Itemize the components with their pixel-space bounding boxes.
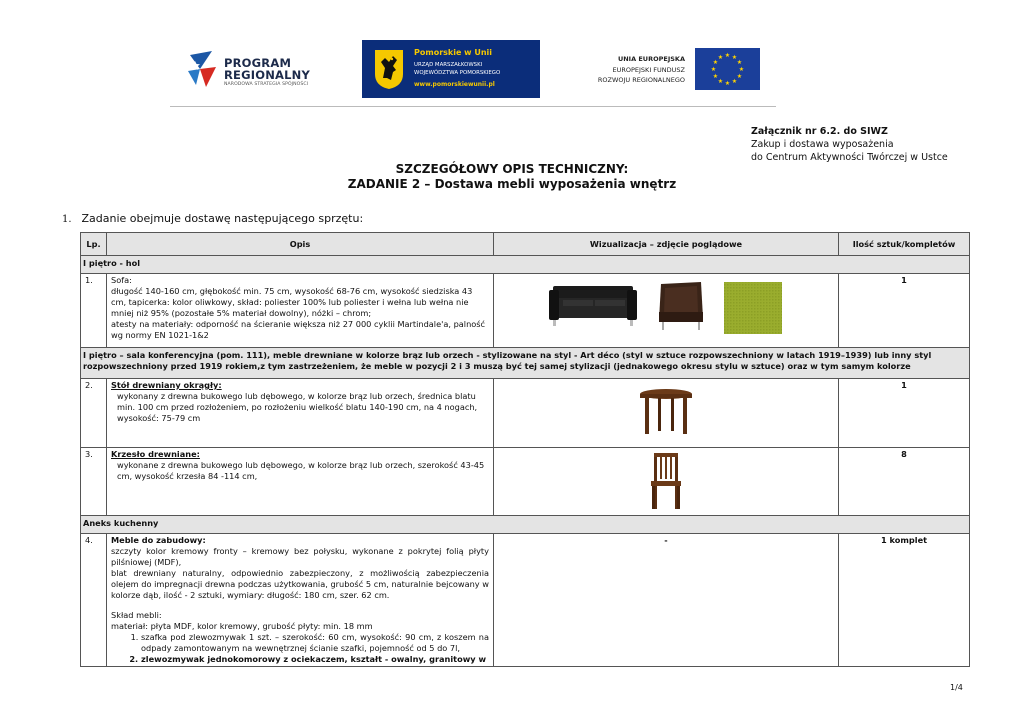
eu-line3: ROZWOJU REGIONALNEGO bbox=[597, 76, 685, 84]
eu-flag-icon bbox=[695, 48, 760, 90]
section-label-hall: I piętro - hol bbox=[81, 256, 970, 274]
intro-number: 1. bbox=[62, 214, 72, 225]
list-item: 1. szafka pod zlewozmywak 1 szt. – szerokość: 60 cm, wysokość: 90 cm, z koszem na odpady zamontowanym na wewnętrznej ścianie szafki, pojemność od 5 do 7l, bbox=[141, 632, 489, 654]
pomorskie-line2: WOJEWÓDZTWA POMORSKIEGO bbox=[414, 70, 501, 76]
section-label-kitchen: Aneks kuchenny bbox=[81, 516, 970, 534]
section-row-hall bbox=[81, 256, 970, 274]
row-quantity: 8 bbox=[839, 448, 970, 516]
eu-line1: UNIA EUROPEJSKA bbox=[617, 55, 685, 63]
row-visual bbox=[494, 274, 839, 348]
eu-fund-logo bbox=[572, 48, 760, 90]
griffin-shield-icon bbox=[373, 48, 405, 90]
wooden-chair-photo bbox=[646, 451, 686, 511]
annex-number: Załącznik nr 6.2. do SIWZ bbox=[751, 126, 888, 137]
section-label-conference: I piętro – sala konferencyjna (pom. 111), meble drewniane w kolorze brąz lub orzech - stylizowane na styl - Art déco (styl w sztuce rozpowszechniony w latach 1919–1939) lub inny styl rozpowszechniony przed 1919 rokiem,z tym zastrzeżeniem, że meble w pozycji 2 i 3 muszą być tej samej stylizacji (jednakowego okresu stylu w sztuce) oraz w tym samym kolorze bbox=[81, 348, 970, 379]
kitchen-material: materiał: płyta MDF, kolor kremowy, grubość płyty: min. 18 mm bbox=[111, 621, 373, 631]
section-row-conference bbox=[81, 348, 970, 379]
kitchen-sub-items bbox=[111, 632, 489, 665]
row-description bbox=[107, 448, 494, 516]
row-quantity: 1 bbox=[839, 274, 970, 348]
item-spec-text: blat drewniany naturalny, odpowiednio zabezpieczony, z możliwością zabezpieczenia olejem do impregnacji drewna podczas użytkowania, grubość 5 cm, naturalnie bejcowany w kolorze dąb, ilość - 2 sztuki, wymiary: długość: 180 cm, szer. 62 cm. bbox=[111, 568, 489, 600]
section-row-kitchen bbox=[81, 516, 970, 534]
svg-text:★: ★ bbox=[724, 52, 731, 59]
round-table-photo bbox=[636, 386, 696, 438]
item-spec-text: wykonane z drewna bukowego lub dębowego, w kolorze brąz lub orzech, szerokość 43-45 cm, wysokość krzesła 84 -114 cm, bbox=[117, 460, 485, 481]
item-title-kitchen: Meble do zabudowy: bbox=[111, 535, 206, 545]
program-regionalny-subtitle: NARODOWA STRATEGIA SPÓJNOŚCI bbox=[224, 82, 309, 87]
row-description bbox=[107, 274, 494, 348]
specification-table bbox=[80, 232, 970, 667]
table-row-chair bbox=[81, 448, 970, 516]
pomorskie-w-unii-logo bbox=[362, 40, 540, 98]
row-visual bbox=[494, 379, 839, 448]
header-opis: Opis bbox=[107, 233, 494, 256]
program-regionalny-title: PROGRAM REGIONALNY bbox=[224, 56, 311, 82]
item-title-table: Stół drewniany okrągły: bbox=[111, 380, 222, 390]
svg-text:★: ★ bbox=[712, 73, 719, 80]
svg-text:★: ★ bbox=[717, 78, 724, 85]
table-header-row bbox=[81, 233, 970, 256]
annex-reference bbox=[751, 125, 948, 164]
sofa-product-images bbox=[541, 278, 791, 338]
row-description bbox=[107, 534, 494, 667]
table-row-table bbox=[81, 379, 970, 448]
row-lp: 4. bbox=[81, 534, 107, 667]
header-ilosc: Ilość sztuk/kompletów bbox=[839, 233, 970, 256]
item-title-chair: Krzesło drewniane: bbox=[111, 449, 200, 459]
row-lp: 3. bbox=[81, 448, 107, 516]
document-title: SZCZEGÓŁOWY OPIS TECHNICZNY: bbox=[395, 162, 629, 176]
svg-text:★: ★ bbox=[731, 78, 738, 85]
table-row-kitchen-furniture bbox=[81, 534, 970, 667]
intro-paragraph bbox=[62, 212, 363, 225]
svg-text:★: ★ bbox=[712, 59, 719, 66]
program-regionalny-logo bbox=[186, 47, 336, 93]
svg-text:★: ★ bbox=[736, 59, 743, 66]
armchair-photo bbox=[659, 282, 703, 330]
svg-text:★: ★ bbox=[724, 80, 731, 87]
intro-text: Zadanie obejmuje dostawę następującego sprzętu: bbox=[81, 212, 364, 225]
row-lp: 2. bbox=[81, 379, 107, 448]
pomorskie-title: Pomorskie w Unii bbox=[414, 48, 493, 57]
kitchen-composition-label: Skład mebli: bbox=[111, 610, 162, 620]
row-visual-placeholder: - bbox=[494, 534, 839, 667]
item-spec-text: wykonany z drewna bukowego lub dębowego, w kolorze brąz lub orzech, średnica blatu min. 100 cm przed rozłożeniem, po rozłożeniu wielkość blatu 140-190 cm, na 4 nogach, wysokość: 75-79 cm bbox=[117, 391, 478, 423]
pomorskie-line1: URZĄD MARSZAŁKOWSKI bbox=[414, 62, 483, 68]
header-lp: Lp. bbox=[81, 233, 107, 256]
row-quantity: 1 komplet bbox=[839, 534, 970, 667]
table-row-sofa bbox=[81, 274, 970, 348]
page-number: 1/4 bbox=[950, 683, 963, 692]
item-spec-text: długość 140-160 cm, głębokość min. 75 cm, wysokość 68-76 cm, wysokość siedziska 43 cm, tapicerka: kolor oliwkowy, skład: poliester 100% lub poliester i wełna lub wełna nie mniej niż 95% (pozostałe 5% materiał dowolny), nóżki – chrom; bbox=[111, 286, 473, 318]
svg-text:★: ★ bbox=[736, 73, 743, 80]
item-spec-text: atesty na materiały: odporność na ścieranie większa niż 27 000 cyklii Martindale'a, palność wg normy EN 1021-1&2 bbox=[111, 319, 486, 340]
annex-subject: Zakup i dostawa wyposażenia bbox=[751, 139, 894, 150]
pomorskie-url: www.pomorskiewunii.pl bbox=[414, 81, 495, 88]
item-spec-text: szczyty kolor kremowy fronty – kremowy bez połysku, wykonane z pokrytej folią płyty pilśniowej (MDF), bbox=[111, 546, 489, 567]
item-title-sofa: Sofa: bbox=[111, 275, 132, 285]
svg-text:★: ★ bbox=[710, 66, 717, 73]
svg-text:★: ★ bbox=[738, 66, 745, 73]
document-subtitle: ZADANIE 2 – Dostawa mebli wyposażenia wnętrz bbox=[347, 177, 677, 191]
list-item: 2. zlewozmywak jednokomorowy z ociekaczem, kształt - owalny, granitowy w bbox=[141, 654, 489, 665]
header-wizualizacja: Wizualizacja – zdjęcie poglądowe bbox=[494, 233, 839, 256]
row-lp: 1. bbox=[81, 274, 107, 348]
svg-text:★: ★ bbox=[731, 54, 738, 61]
program-regionalny-mark-icon bbox=[186, 49, 220, 89]
svg-text:★: ★ bbox=[717, 54, 724, 61]
eu-line2: EUROPEJSKI FUNDUSZ bbox=[612, 66, 685, 74]
sofa-photo bbox=[549, 286, 637, 326]
row-quantity: 1 bbox=[839, 379, 970, 448]
header-divider bbox=[170, 106, 776, 107]
row-description bbox=[107, 379, 494, 448]
fabric-swatch-photo bbox=[724, 282, 782, 334]
row-visual bbox=[494, 448, 839, 516]
annex-recipient: do Centrum Aktywności Twórczej w Ustce bbox=[751, 152, 948, 163]
